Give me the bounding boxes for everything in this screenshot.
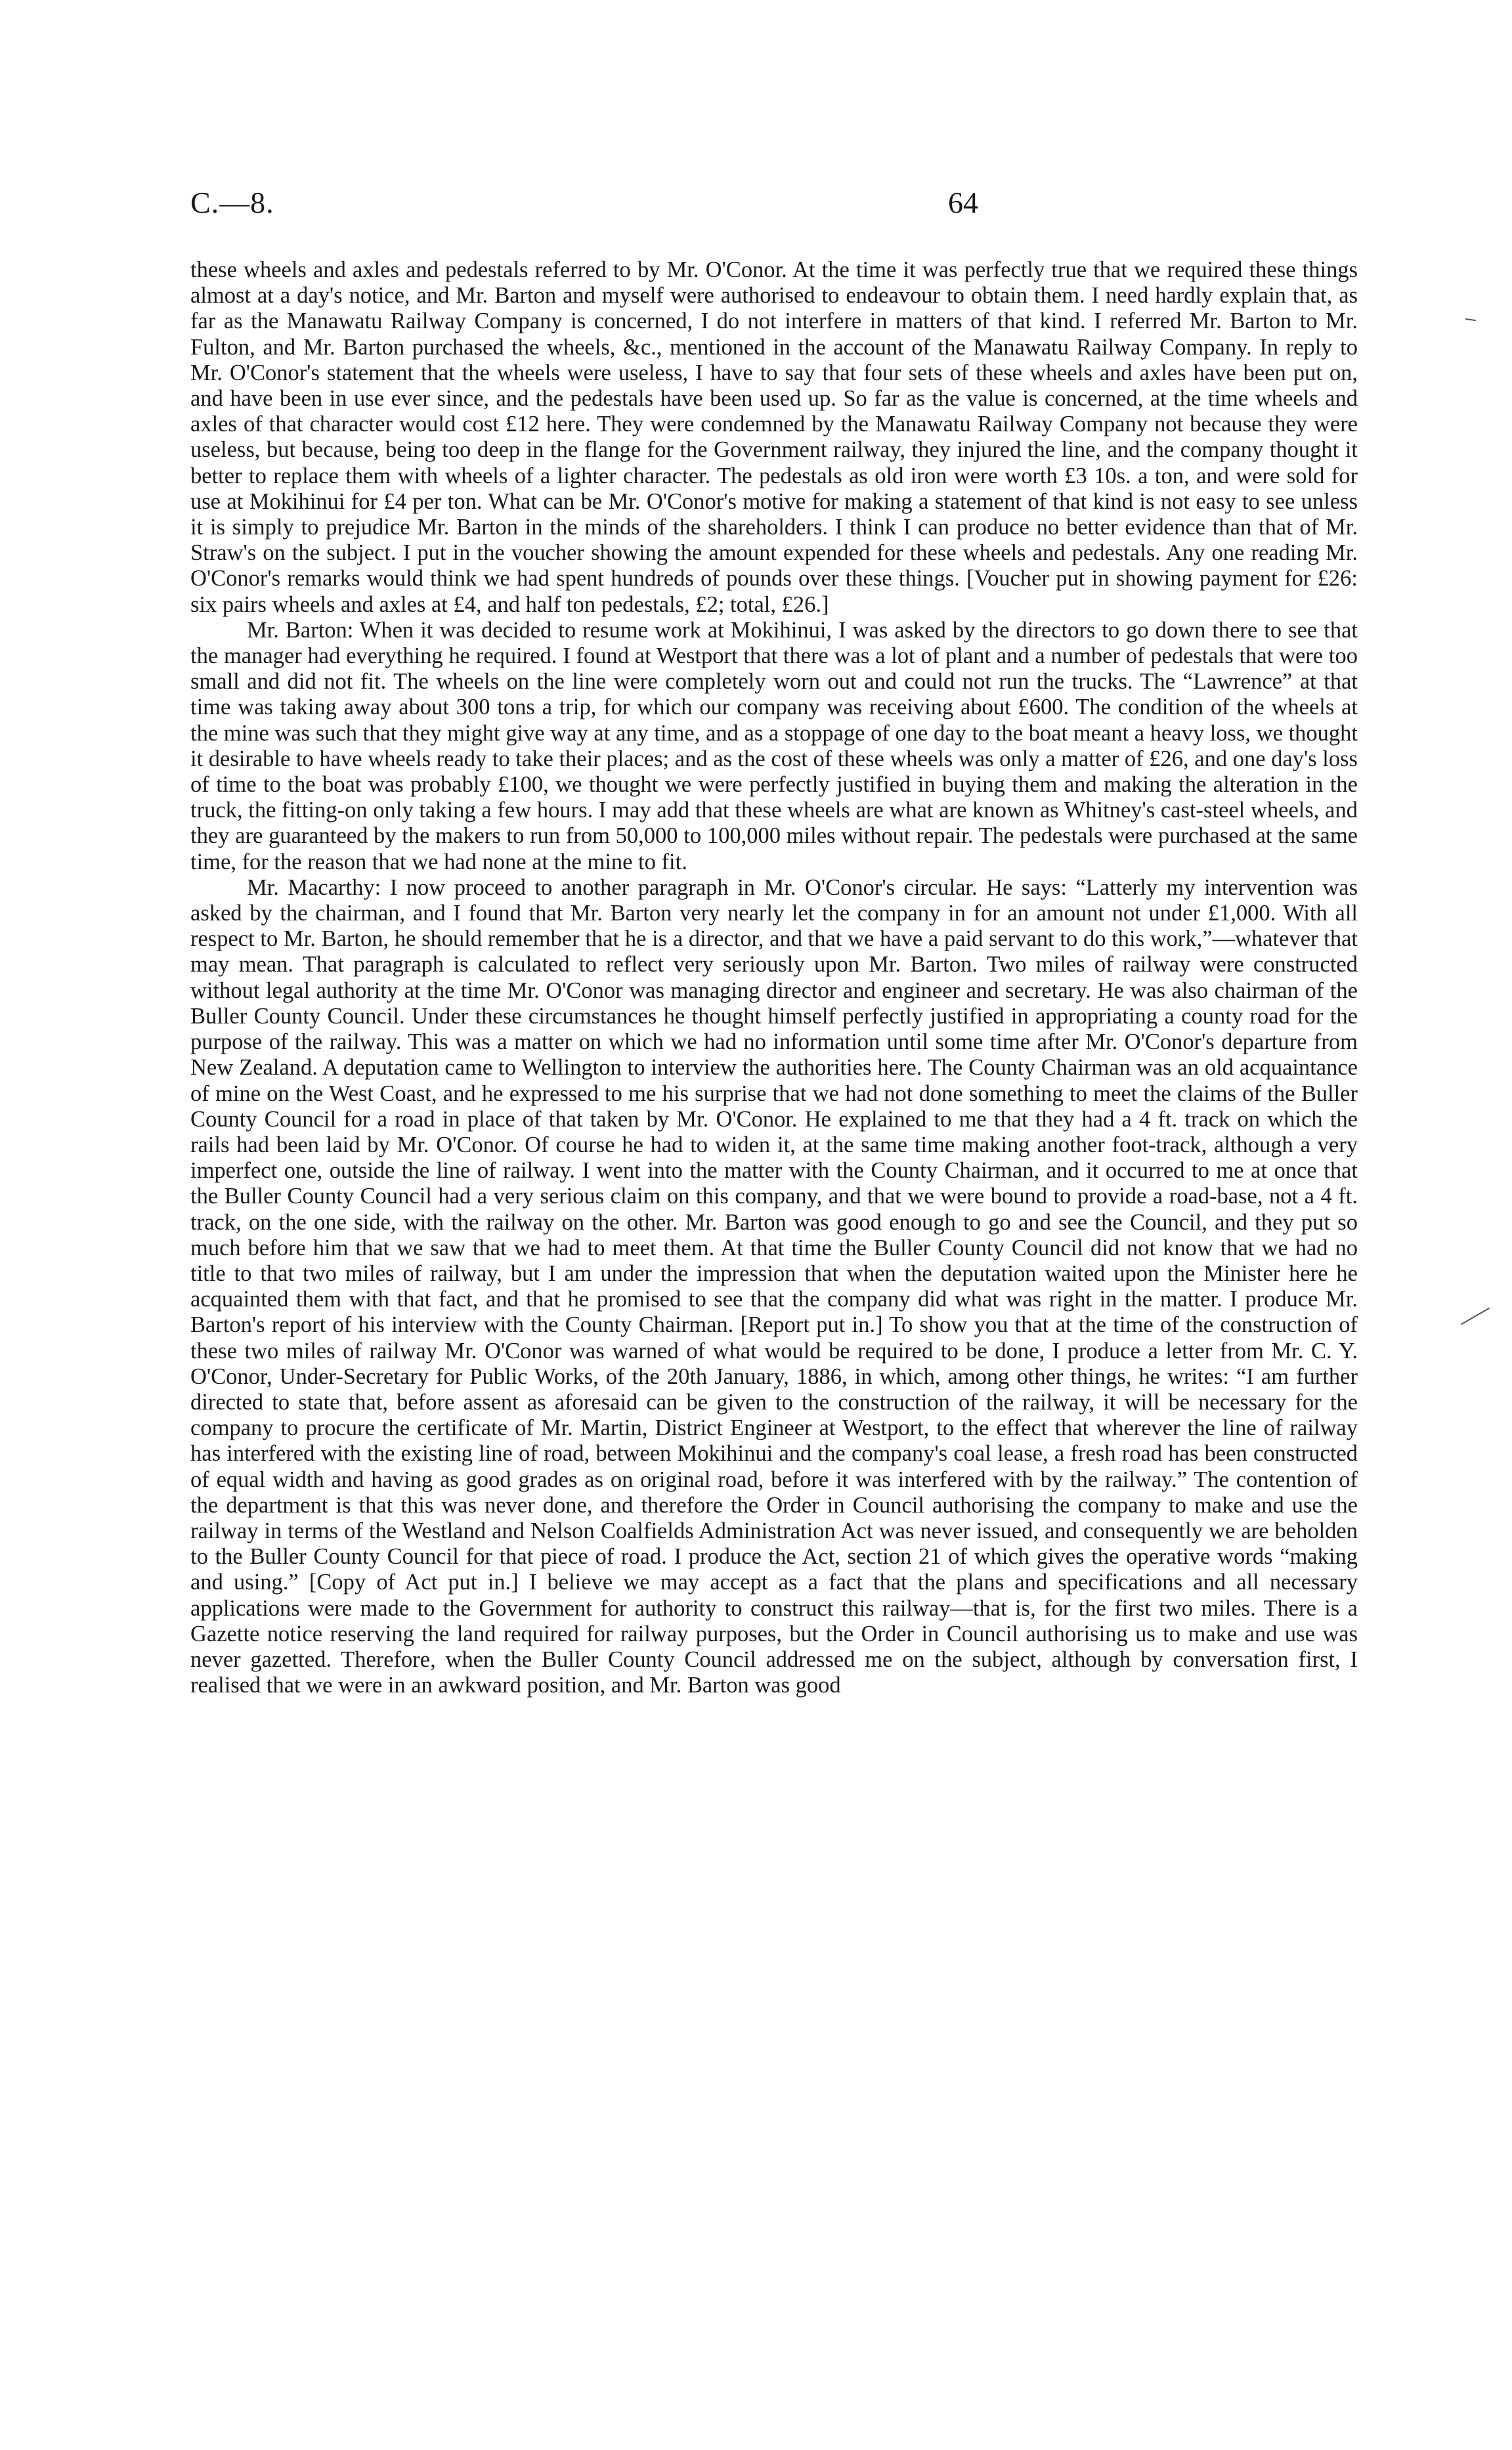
margin-pencil-mark bbox=[1465, 318, 1476, 321]
page-header bbox=[190, 185, 1359, 231]
margin-pencil-mark bbox=[1461, 1308, 1490, 1325]
page-number: 64 bbox=[948, 186, 978, 219]
document-body bbox=[190, 257, 1358, 1698]
paragraph-continued: these wheels and axles and pedestals referred to by Mr. O'Conor. At the time it was perfectly true that we required these things almost at a day's notice, and Mr. Barton and myself were authorised to endeavour to obtain them. I need hardly explain that, as far as the Manawatu Railway Company is concerned, I do not interfere in matters of that kind. I referred Mr. Barton to Mr. Fulton, and Mr. Barton purchased the wheels, &c., mentioned in the account of the Manawatu Railway Company. In reply to Mr. O'Conor's statement that the wheels were useless, I have to say that four sets of these wheels and axles have been put on, and have been in use ever since, and the pedestals have been used up. So far as the value is concerned, at the time wheels and axles of that character would cost £12 here. They were condemned by the Manawatu Railway Company not because they were useless, but because, being too deep in the flange for the Government railway, they injured the line, and the company thought it better to replace them with wheels of a lighter character. The pedestals as old iron were worth £3 10s. a ton, and were sold for use at Mokihinui for £4 per ton. What can be Mr. O'Conor's motive for making a statement of that kind is not easy to see unless it is simply to prejudice Mr. Barton in the minds of the shareholders. I think I can produce no better evidence than that of Mr. Straw's on the subject. I put in the voucher showing the amount expended for these wheels and pedestals. Any one reading Mr. O'Conor's remarks would think we had spent hundreds of pounds over these things. [Voucher put in showing payment for £26: six pairs wheels and axles at £4, and half ton pedestals, £2; total, £26.] bbox=[190, 257, 1358, 617]
document-reference: C.—8. bbox=[190, 186, 274, 219]
paragraph-macarthy: Mr. Macarthy: I now proceed to another paragraph in Mr. O'Conor's circular. He says: “Latterly my intervention was asked by the chairman, and I found that Mr. Barton very nearly let the company in for an amount not under £1,000. With all respect to Mr. Barton, he should remember that he is a director, and that we have a paid servant to do this work,”—whatever that may mean. That paragraph is calculated to reflect very seriously upon Mr. Barton. Two miles of railway were constructed without legal authority at the time Mr. O'Conor was managing director and engineer and secretary. He was also chairman of the Buller County Council. Under these circumstances he thought himself perfectly justified in appropriating a county road for the purpose of the railway. This was a matter on which we had no information until some time after Mr. O'Conor's departure from New Zealand. A deputation came to Wellington to interview the authorities here. The County Chairman was an old acquaintance of mine on the West Coast, and he expressed to me his surprise that we had not done something to meet the claims of the Buller County Council for a road in place of that taken by Mr. O'Conor. He explained to me that they had a 4 ft. track on which the rails had been laid by Mr. O'Conor. Of course he had to widen it, at the same time making another foot-track, although a very imperfect one, outside the line of railway. I went into the matter with the County Chairman, and it occurred to me at once that the Buller County Council had a very serious claim on this company, and that we were bound to provide a road-base, not a 4 ft. track, on the one side, with the railway on the other. Mr. Barton was good enough to go and see the Council, and they put so much before him that we saw that we had to meet them. At that time the Buller County Council did not know that we had no title to that two miles of railway, but I am under the impression that when the deputation waited upon the Minister here he acquainted them with that fact, and that he promised to see that the company did what was right in the matter. I produce Mr. Barton's report of his interview with the County Chairman. [Report put in.] To show you that at the time of the construction of these two miles of railway Mr. O'Conor was warned of what would be required to be done, I produce a letter from Mr. C. Y. O'Conor, Under-Secretary for Public Works, of the 20th January, 1886, in which, among other things, he writes: “I am further directed to state that, before assent as aforesaid can be given to the construction of the railway, it will be necessary for the company to procure the certificate of Mr. Martin, District Engineer at Westport, to the effect that wherever the line of railway has interfered with the existing line of road, between Mokihinui and the company's coal lease, a fresh road has been constructed of equal width and having as good grades as on original road, before it was interfered with by the railway.” The contention of the department is that this was never done, and therefore the Order in Council authorising the company to make and use the railway in terms of the Westland and Nelson Coalfields Administration Act was never issued, and consequently we are beholden to the Buller County Council for that piece of road. I produce the Act, section 21 of which gives the operative words “making and using.” [Copy of Act put in.] I believe we may accept as a fact that the plans and specifications and all necessary applications were made to the Government for authority to construct this railway—that is, for the first two miles. There is a Gazette notice reserving the land required for railway purposes, but the Order in Council authorising us to make and use was never gazetted. Therefore, when the Buller County Council addressed me on the subject, although by conversation first, I realised that we were in an awkward position, and Mr. Barton was good bbox=[190, 874, 1358, 1698]
paragraph-barton: Mr. Barton: When it was decided to resume work at Mokihinui, I was asked by the directors to go down there to see that the manager had everything he required. I found at Westport that there was a lot of plant and a number of pedestals that were too small and did not fit. The wheels on the line were completely worn out and could not run the trucks. The “Lawrence” at that time was taking away about 300 tons a trip, for which our company was receiving about £600. The condition of the wheels at the mine was such that they might give way at any time, and as a stoppage of one day to the boat meant a heavy loss, we thought it desirable to have wheels ready to take their places; and as the cost of these wheels was only a matter of £26, and one day's loss of time to the boat was probably £100, we thought we were perfectly justified in buying them and making the alteration in the truck, the fitting-on only taking a few hours. I may add that these wheels are what are known as Whitney's cast-steel wheels, and they are guaranteed by the makers to run from 50,000 to 100,000 miles without repair. The pedestals were purchased at the same time, for the reason that we had none at the mine to fit. bbox=[190, 617, 1358, 874]
